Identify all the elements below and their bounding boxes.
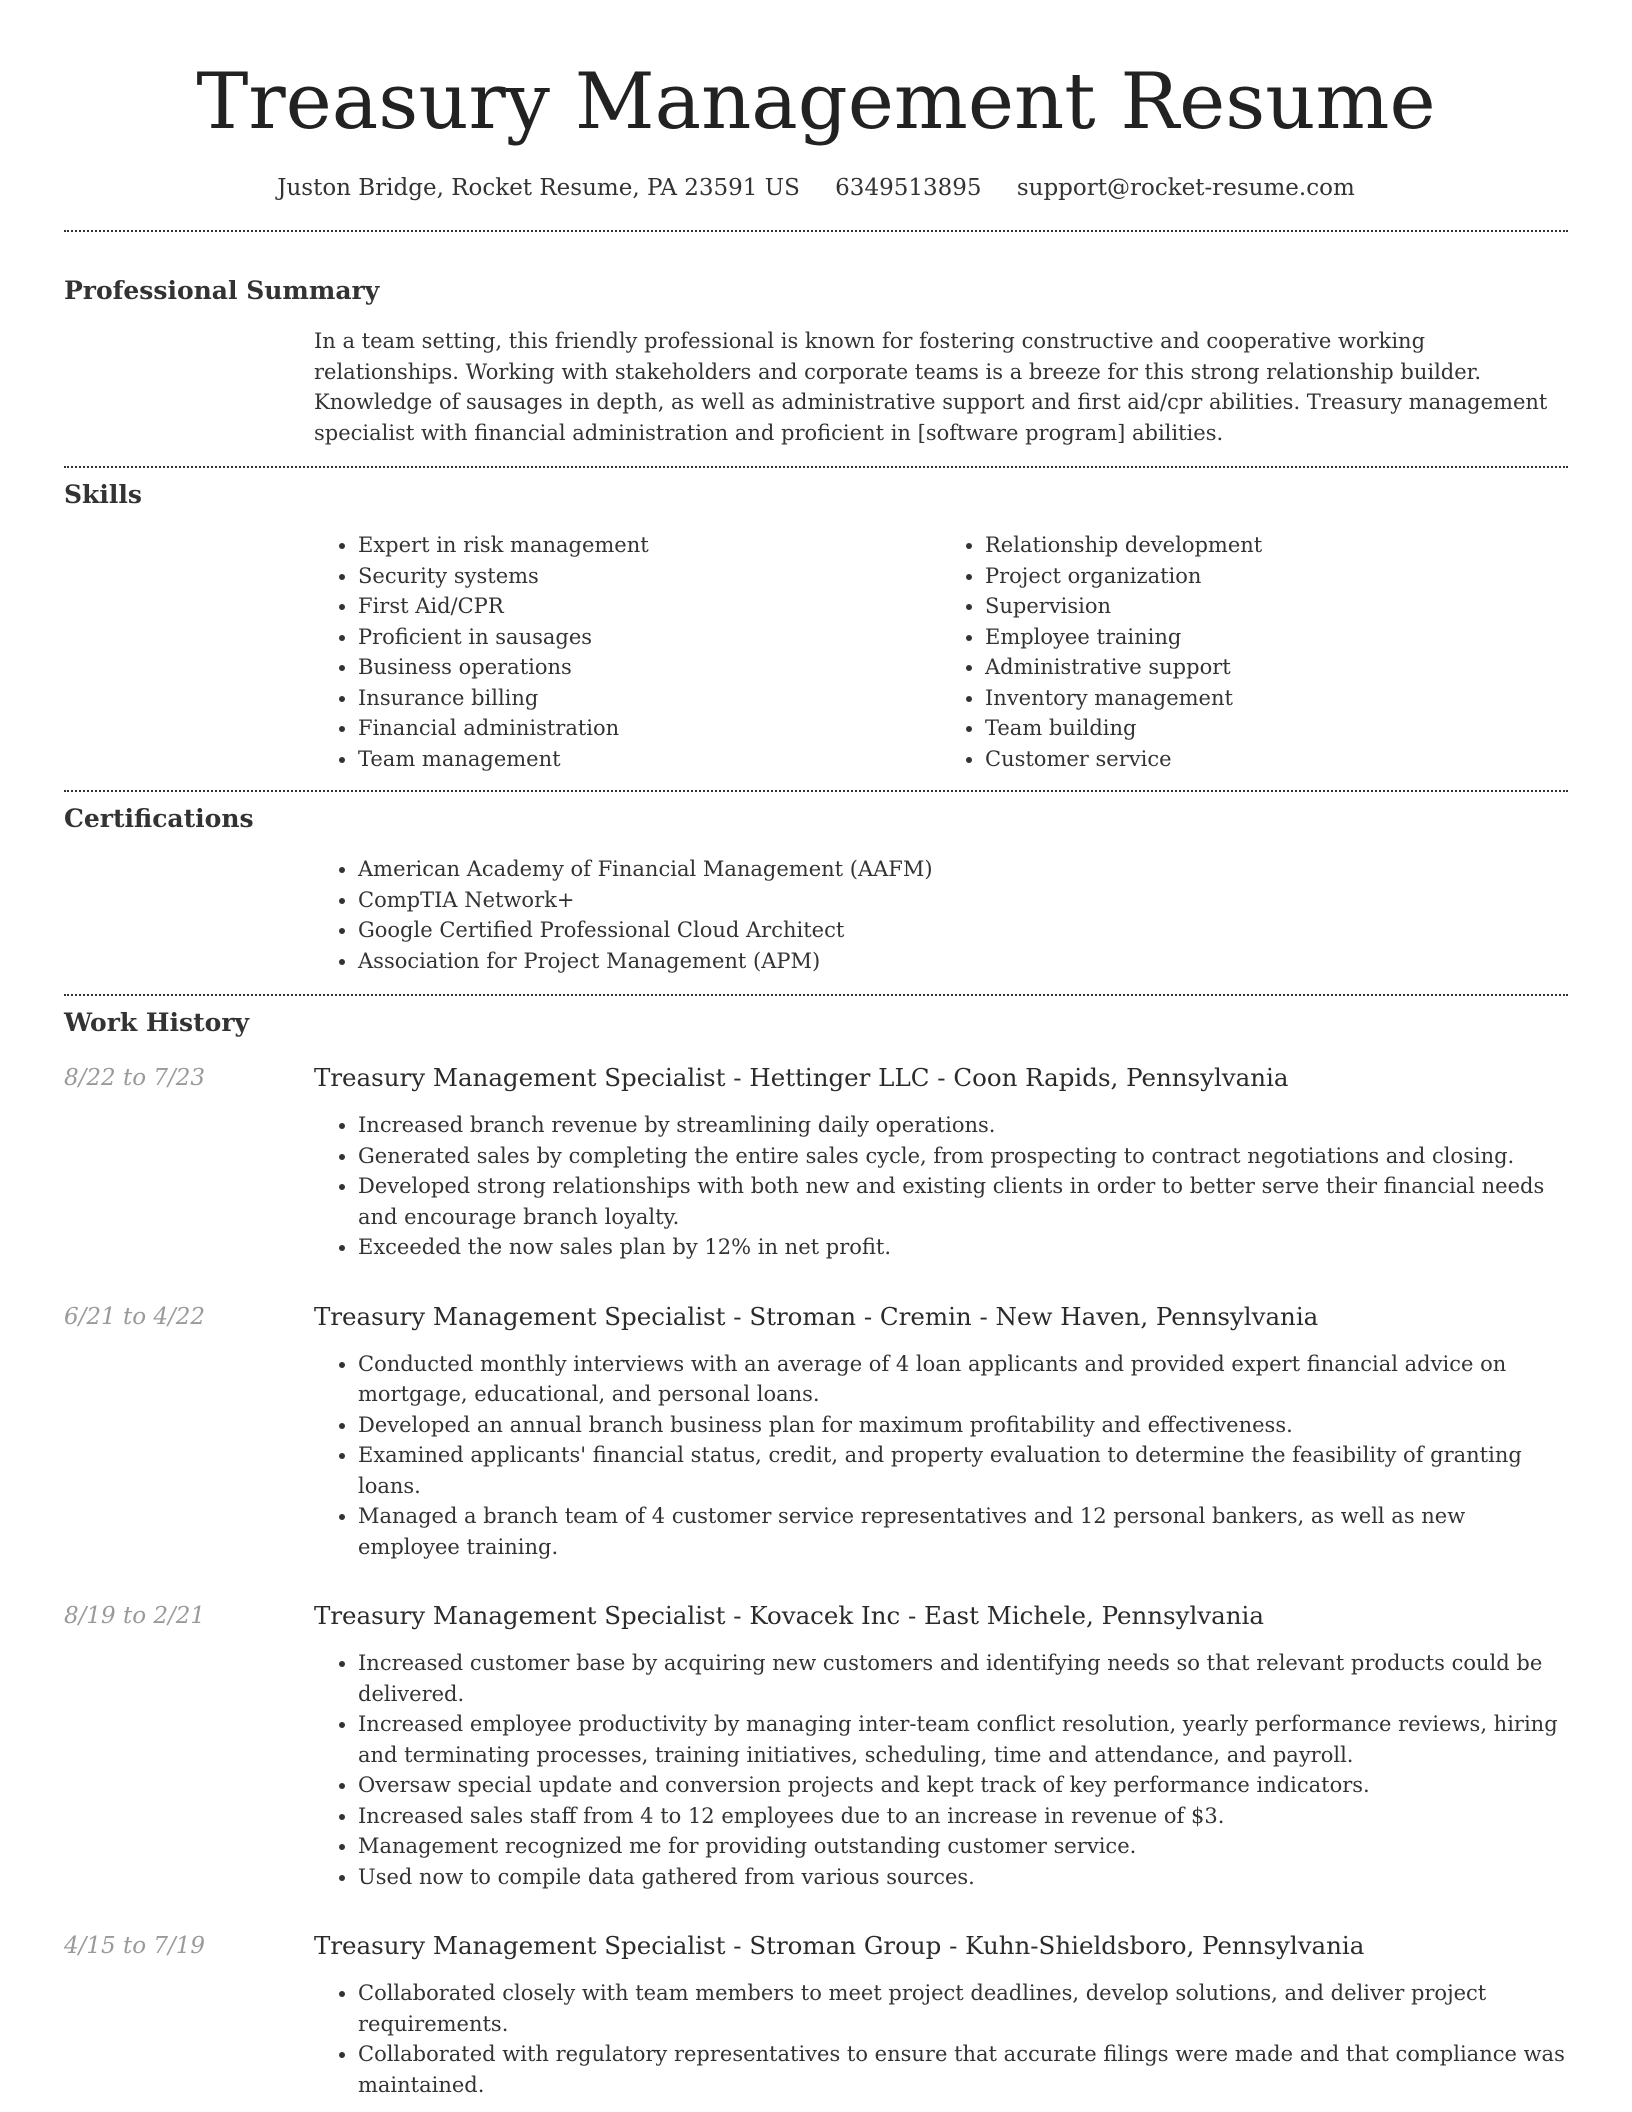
skill-item: • Insurance billing bbox=[358, 683, 941, 714]
job-dates: 8/19 to 2/21 bbox=[64, 1603, 206, 1629]
resume-page bbox=[64, 0, 1568, 2100]
certification-item: • Association for Project Management (APM) bbox=[358, 946, 1568, 977]
skills-column-right bbox=[941, 530, 1568, 774]
contact-address: Juston Bridge, Rocket Resume, PA 23591 US bbox=[277, 175, 800, 201]
skill-item: • Customer service bbox=[985, 744, 1568, 775]
skill-item: • Team management bbox=[358, 744, 941, 775]
job-bullet: • Developed an annual branch business plan for maximum profitability and effectiveness. bbox=[358, 1410, 1568, 1441]
job-bullet: • Oversaw special update and conversion projects and kept track of key performance indicators. bbox=[358, 1770, 1568, 1801]
skill-item: • Business operations bbox=[358, 652, 941, 683]
job-bullet: • Developed strong relationships with both new and existing clients in order to better serve their financial needs and encourage branch loyalty. bbox=[358, 1171, 1568, 1232]
work-history-heading: Work History bbox=[64, 1008, 250, 1037]
contact-line bbox=[64, 172, 1568, 204]
job-dates: 4/15 to 7/19 bbox=[64, 1933, 206, 1959]
job-bullet: • Exceeded the now sales plan by 12% in net profit. bbox=[358, 1232, 1568, 1263]
divider bbox=[64, 466, 1568, 468]
job-bullet: • Used now to compile data gathered from various sources. bbox=[358, 1862, 1568, 1893]
skill-item: • Relationship development bbox=[985, 530, 1568, 561]
skill-item: • Project organization bbox=[985, 561, 1568, 592]
job-title: Treasury Management Specialist - Stroman Group - Kuhn-Shieldsboro, Pennsylvania bbox=[314, 1931, 1365, 1960]
certifications-heading: Certifications bbox=[64, 804, 254, 833]
job-title: Treasury Management Specialist - Stroman - Cremin - New Haven, Pennsylvania bbox=[314, 1301, 1319, 1331]
job-dates: 8/22 to 7/23 bbox=[64, 1065, 206, 1091]
skill-item: • Team building bbox=[985, 713, 1568, 744]
skill-item: • Inventory management bbox=[985, 683, 1568, 714]
certifications-list bbox=[314, 854, 1568, 976]
skill-item: • Expert in risk management bbox=[358, 530, 941, 561]
page-title: Treasury Management Resume bbox=[196, 57, 1436, 147]
job-bullet: • Collaborated closely with team members to meet project deadlines, develop solutions, and deliver project requirements. bbox=[358, 1978, 1568, 2039]
skills-column-left bbox=[314, 530, 941, 774]
job-bullets bbox=[314, 1648, 1568, 1892]
job-bullet: • Increased customer base by acquiring new customers and identifying needs so that relevant products could be delivered. bbox=[358, 1648, 1568, 1709]
summary-section bbox=[64, 274, 1568, 448]
job-entry bbox=[64, 1930, 1568, 2100]
contact-phone: 6349513895 bbox=[835, 175, 982, 201]
skill-item: • Employee training bbox=[985, 622, 1568, 653]
divider bbox=[64, 994, 1568, 996]
skill-item: • Financial administration bbox=[358, 713, 941, 744]
job-bullet: • Management recognized me for providing outstanding customer service. bbox=[358, 1831, 1568, 1862]
certifications-section bbox=[64, 802, 1568, 976]
skill-item: • First Aid/CPR bbox=[358, 591, 941, 622]
skills-list bbox=[314, 530, 1568, 774]
job-bullet: • Generated sales by completing the entire sales cycle, from prospecting to contract negotiations and closing. bbox=[358, 1141, 1568, 1172]
divider bbox=[64, 790, 1568, 792]
job-bullet: • Examined applicants' financial status, credit, and property evaluation to determine the feasibility of granting loans. bbox=[358, 1440, 1568, 1501]
skill-item: • Supervision bbox=[985, 591, 1568, 622]
job-bullets bbox=[314, 1978, 1568, 2100]
job-entry bbox=[64, 1600, 1568, 1892]
contact-email: support@rocket-resume.com bbox=[1016, 175, 1355, 201]
job-entry bbox=[64, 1301, 1568, 1563]
skill-item: • Proficient in sausages bbox=[358, 622, 941, 653]
summary-heading: Professional Summary bbox=[64, 276, 380, 305]
skills-heading: Skills bbox=[64, 480, 142, 509]
job-bullets bbox=[314, 1349, 1568, 1563]
skill-item: • Security systems bbox=[358, 561, 941, 592]
certification-item: • Google Certified Professional Cloud Architect bbox=[358, 915, 1568, 946]
certification-item: • CompTIA Network+ bbox=[358, 885, 1568, 916]
job-bullet: • Managed a branch team of 4 customer service representatives and 12 personal bankers, as well as new employee training. bbox=[358, 1501, 1568, 1562]
summary-text: In a team setting, this friendly professional is known for fostering constructive and cooperative working relationships. Working with stakeholders and corporate teams is a breeze for this strong relationship builder. Knowledge of sausages in depth, as well as administrative support and first aid/cpr abilities. Treasury management specialist with financial administration and proficient in [software program] abilities. bbox=[314, 329, 1548, 445]
job-title: Treasury Management Specialist - Hettinger LLC - Coon Rapids, Pennsylvania bbox=[314, 1063, 1289, 1092]
job-bullet: • Increased sales staff from 4 to 12 employees due to an increase in revenue of $3. bbox=[358, 1801, 1568, 1832]
job-bullet: • Increased branch revenue by streamlining daily operations. bbox=[358, 1110, 1568, 1141]
job-dates: 6/21 to 4/22 bbox=[64, 1303, 206, 1330]
job-bullet: • Collaborated with regulatory representatives to ensure that accurate filings were made and that compliance was maintained. bbox=[358, 2039, 1568, 2100]
skill-item: • Administrative support bbox=[985, 652, 1568, 683]
work-history-section bbox=[64, 1006, 1568, 2100]
divider bbox=[64, 230, 1568, 232]
job-bullet: • Increased employee productivity by managing inter-team conflict resolution, yearly performance reviews, hiring and terminating processes, training initiatives, scheduling, time and attendance, and payroll. bbox=[358, 1709, 1568, 1770]
job-bullets bbox=[314, 1110, 1568, 1263]
job-bullet: • Conducted monthly interviews with an average of 4 loan applicants and provided expert financial advice on mortgage, educational, and personal loans. bbox=[358, 1349, 1568, 1410]
skills-section bbox=[64, 478, 1568, 774]
job-entry bbox=[64, 1062, 1568, 1263]
certification-item: • American Academy of Financial Management (AAFM) bbox=[358, 854, 1568, 885]
job-title: Treasury Management Specialist - Kovacek Inc - East Michele, Pennsylvania bbox=[314, 1601, 1264, 1630]
